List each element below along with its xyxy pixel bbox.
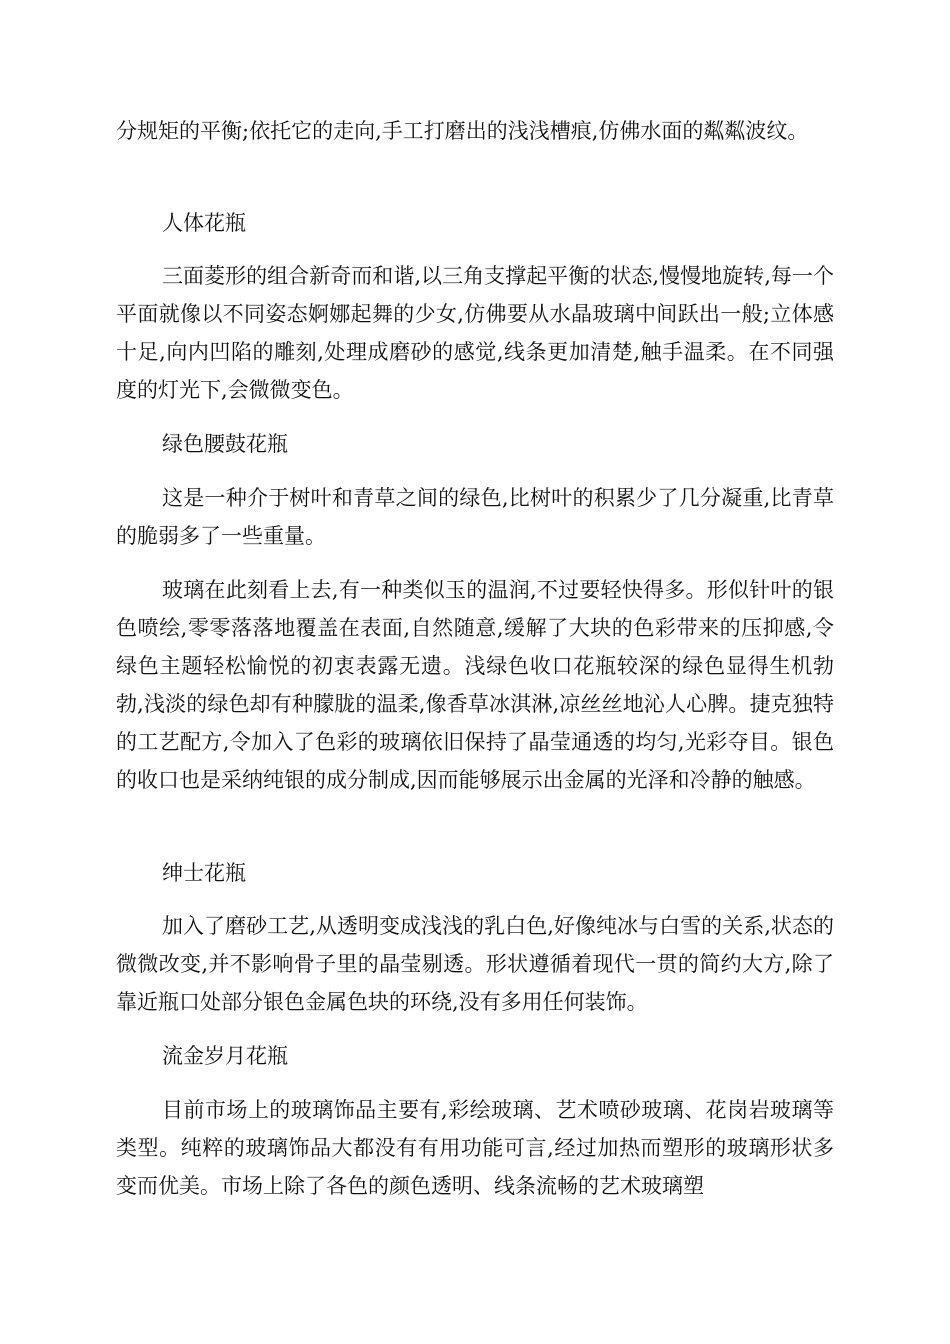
section-heading-human-vase: 人体花瓶 [162, 211, 246, 235]
body-paragraph: 分规矩的平衡;依托它的走向,手工打磨出的浅浅槽痕,仿佛水面的粼粼波纹。 [116, 119, 809, 143]
body-paragraph: 三面菱形的组合新奇而和谐,以三角支撑起平衡的状态,慢慢地旋转,每一个平面就像以不同姿态婀娜起舞的少女,仿佛要从水晶玻璃中间跃出一般;立体感十足,向内凹陷的雕刻,处理成磨砂的感觉,线条更加清楚,触手温柔。在不同强度的灯光下,会微微变色。 [116, 264, 834, 402]
body-paragraph: 这是一种介于树叶和青草之间的绿色,比树叶的积累少了几分凝重,比青草的脆弱多了一些重量。 [116, 486, 834, 548]
body-paragraph: 加入了磨砂工艺,从透明变成浅浅的乳白色,好像纯冰与白雪的关系,状态的微微改变,并不影响骨子里的晶莹剔透。形状遵循着现代一贯的简约大方,除了靠近瓶口处部分银色金属色块的环绕,没有多用任何装饰。 [116, 914, 834, 1014]
section-heading-gentleman-vase: 绅士花瓶 [162, 861, 246, 885]
body-paragraph: 目前市场上的玻璃饰品主要有,彩绘玻璃、艺术喷砂玻璃、花岗岩玻璃等类型。纯粹的玻璃饰品大都没有有用功能可言,经过加热而塑形的玻璃形状多变而优美。市场上除了各色的颜色透明、线条流畅的艺术玻璃塑 [116, 1098, 834, 1198]
section-heading-green-drum-vase: 绿色腰鼓花瓶 [162, 432, 288, 456]
section-heading-golden-years-vase: 流金岁月花瓶 [162, 1044, 288, 1068]
body-paragraph: 玻璃在此刻看上去,有一种类似玉的温润,不过要轻快得多。形似针叶的银色喷绘,零零落落地覆盖在表面,自然随意,缓解了大块的色彩带来的压抑感,令绿色主题轻松愉悦的初衷表露无遗。浅绿色收口花瓶较深的绿色显得生机勃勃,浅淡的绿色却有种朦胧的温柔,像香草冰淇淋,凉丝丝地沁人心脾。捷克独特的工艺配方,令加入了色彩的玻璃依旧保持了晶莹通透的均匀,光彩夺目。银色的收口也是采纳纯银的成分制成,因而能够展示出金属的光泽和冷静的触感。 [116, 578, 834, 792]
